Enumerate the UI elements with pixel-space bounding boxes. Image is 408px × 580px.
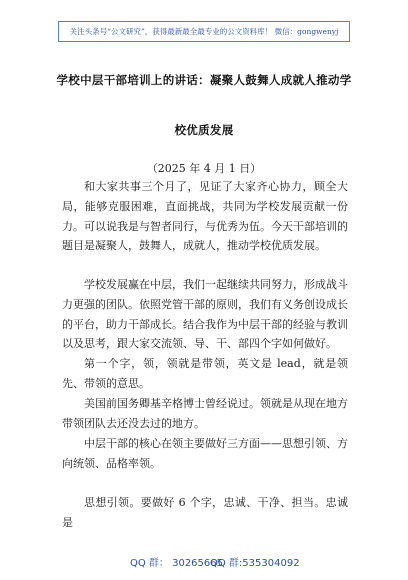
footer — [0, 554, 408, 570]
header-banner: 关注头条号“公文研究”，获得最新最全最专业的公文资料库！ 微信：gongwenyj — [58, 21, 350, 42]
paragraph-intro: 和大家共事三个月了，见证了大家齐心协力，顾全大局，能够克服困难，直面挑战，共同为学校发展贡献一份力。可以说我是与智者同行，与优秀为伍。今天干部培训的题目是凝聚人，鼓舞人，成就人，推动学校优质发展。 — [62, 180, 348, 253]
paragraph-first-word-lead: 第一个字，领，领就是带领，英文是 lead，就是领先、带领的意思。 — [62, 357, 348, 390]
paragraph-three-aspects: 中层干部的核心在领主要做好三方面——思想引领、方向统领、品格率领。 — [62, 437, 348, 470]
document-title-line-1: 学校中层干部培训上的讲话：凝聚人鼓舞人成就人推动学 — [56, 73, 352, 87]
paragraph-kissinger-quote: 美国前国务卿基辛格博士曾经说过。领就是从现在地方带领团队去还没去过的地方。 — [62, 397, 348, 430]
document-date: （2025 年 4 月 1 日） — [146, 162, 262, 175]
footer-qq-group-1: QQ 群： 30265665 — [130, 558, 223, 569]
paragraph-middle-management: 学校发展赢在中层，我们一起继续共同努力，形成战斗力更强的团队。依照党管干部的原则，我们有义务创设成长的平台，助力干部成长。结合我作为中层干部的经验与教训以及思考，跟大家交流领、导、干、部四个字如何做好。 — [62, 278, 348, 351]
document-title-line-2: 校优质发展 — [174, 123, 234, 137]
footer-qq-group-2: QQ 群:535304092 — [210, 558, 300, 569]
paragraph-thought-leadership: 思想引领。要做好 6 个字，忠诚、干净、担当。忠诚是 — [62, 496, 348, 529]
